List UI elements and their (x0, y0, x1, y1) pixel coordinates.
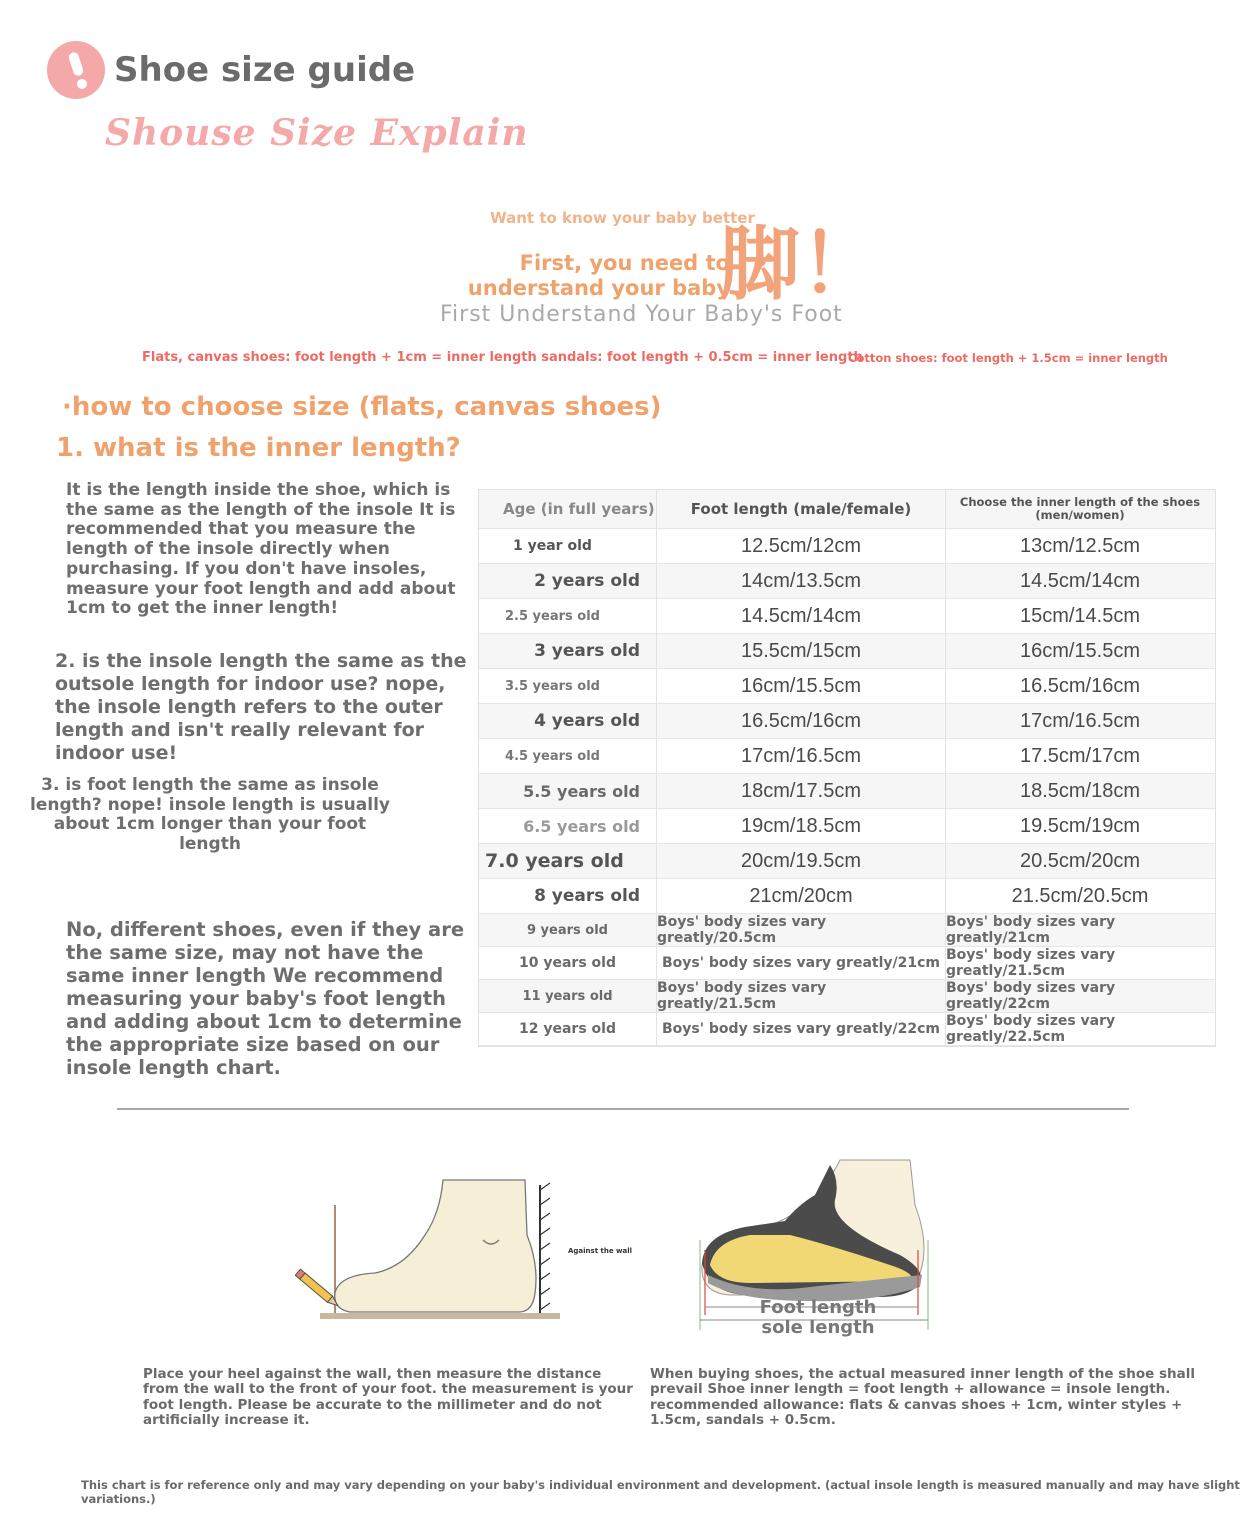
table-cell-foot: Boys' body sizes vary greatly/20.5cm (657, 914, 946, 946)
table-cell-age: 11 years old (479, 980, 657, 1012)
rule-cotton-text: Cotton shoes: foot length + 1.5cm = inner length (848, 351, 1168, 365)
alert-logo-icon (47, 41, 105, 99)
table-cell-foot: 15.5cm/15cm (657, 634, 946, 668)
table-cell-foot: 17cm/16.5cm (657, 739, 946, 773)
table-cell-inner: 13cm/12.5cm (1019, 534, 1141, 557)
paragraph-foot-vs-insole: 3. is foot length the same as insole length? nope! insole length is usually about 1cm longer than your foot length (30, 775, 390, 855)
table-header-row (479, 490, 1215, 529)
table-row (479, 980, 1215, 1013)
against-wall-label: Against the wall (568, 1247, 632, 1255)
table-cell-foot: Boys' body sizes vary greatly/21cm (657, 947, 946, 979)
table-cell-foot: 14cm/13.5cm (657, 564, 946, 598)
table-cell-inner: 19.5cm/19cm (1019, 814, 1141, 837)
table-cell-inner: 16.5cm/16cm (1019, 674, 1141, 697)
table-header-foot-length: Foot length (male/female) (657, 490, 946, 528)
table-cell-age: 4 years old (479, 704, 657, 738)
table-cell-inner: Boys' body sizes vary greatly/22cm (946, 980, 1116, 1012)
table-cell-inner: 18.5cm/18cm (1019, 779, 1141, 802)
page-subtitle: Shouse Size Explain (105, 112, 529, 154)
table-row (479, 1013, 1215, 1046)
table-row (479, 529, 1215, 564)
table-row (479, 634, 1215, 669)
rule-flats-text: Flats, canvas shoes: foot length + 1cm = inner length sandals: foot length + 0.5cm = inner length (142, 350, 863, 365)
section-heading-choose: ·how to choose size (flats, canvas shoes) (62, 392, 662, 422)
table-cell-age: 3.5 years old (479, 669, 657, 703)
table-cell-foot: Boys' body sizes vary greatly/22cm (657, 1013, 946, 1045)
table-cell-age: 9 years old (479, 914, 657, 946)
intro-english-text: First Understand Your Baby's Foot (440, 302, 843, 327)
caption-measure-foot: Place your heel against the wall, then measure the distance from the wall to the front of your foot. the measurement is your foot length. Please be accurate to the millimeter and do not artificially increase it. (143, 1366, 633, 1428)
table-row (479, 739, 1215, 774)
table-cell-foot: 20cm/19.5cm (657, 844, 946, 878)
table-cell-age: 5.5 years old (479, 774, 657, 808)
table-cell-age: 2.5 years old (479, 599, 657, 633)
table-cell-age: 4.5 years old (479, 739, 657, 773)
table-cell-age: 2 years old (479, 564, 657, 598)
table-cell-inner: 15cm/14.5cm (1019, 604, 1141, 627)
table-cell-age: 12 years old (479, 1013, 657, 1045)
table-row (479, 844, 1215, 879)
table-cell-foot: 12.5cm/12cm (657, 529, 946, 563)
section-divider (117, 1108, 1129, 1110)
table-cell-inner: Boys' body sizes vary greatly/21.5cm (946, 947, 1116, 979)
table-row (479, 947, 1215, 980)
table-row (479, 914, 1215, 947)
table-cell-age: 3 years old (479, 634, 657, 668)
table-row (479, 809, 1215, 844)
table-cell-age: 6.5 years old (479, 809, 657, 843)
page-title: Shoe size guide (114, 50, 416, 90)
paragraph-insole-vs-outsole: 2. is the insole length the same as the outsole length for indoor use? nope, the insole length refers to the outer length and isn't really relevant for indoor use! (55, 650, 467, 764)
table-row (479, 669, 1215, 704)
table-cell-foot: 21cm/20cm (657, 879, 946, 913)
table-cell-inner: 20.5cm/20cm (1019, 849, 1141, 872)
table-cell-foot: 14.5cm/14cm (657, 599, 946, 633)
table-cell-foot: Boys' body sizes vary greatly/21.5cm (657, 980, 946, 1012)
table-cell-foot: 16.5cm/16cm (657, 704, 946, 738)
table-cell-inner: Boys' body sizes vary greatly/22.5cm (946, 1013, 1116, 1045)
table-header-age: Age (in full years) (479, 490, 657, 528)
intro-want-text: Want to know your baby better (490, 209, 755, 227)
table-row (479, 879, 1215, 914)
table-cell-age: 1 year old (479, 529, 657, 563)
paragraph-inner-length: It is the length inside the shoe, which is the same as the length of the insole It is recommended that you measure the length of the insole directly when purchasing. If you don't have insoles, measure your foot length and add about 1cm to get the inner length! (66, 480, 456, 619)
table-row (479, 774, 1215, 809)
table-cell-foot: 16cm/15.5cm (657, 669, 946, 703)
size-table (478, 489, 1216, 1047)
table-cell-foot: 19cm/18.5cm (657, 809, 946, 843)
foot-measure-illustration (295, 1175, 600, 1335)
table-cell-inner: 14.5cm/14cm (1019, 569, 1141, 592)
footer-disclaimer: This chart is for reference only and may vary depending on your baby's individual environment and development. (actual insole length is measured manually and may have slight variations.) (81, 1478, 1240, 1506)
table-cell-foot: 18cm/17.5cm (657, 774, 946, 808)
table-header-inner-length: Choose the inner length of the shoes (men/women) (959, 495, 1201, 522)
table-cell-inner: 21.5cm/20.5cm (1011, 884, 1149, 907)
table-row (479, 704, 1215, 739)
table-row (479, 599, 1215, 634)
foot-sole-length-label: Foot length sole length (759, 1297, 877, 1338)
caption-buying-shoes: When buying shoes, the actual measured inner length of the shoe shall prevail Shoe inner length = foot length + allowance = insole length. recommended allowance: flats & canvas shoes + 1cm, winter styles + 1.5cm, sandals + 0.5cm. (650, 1366, 1196, 1428)
table-cell-inner: 16cm/15.5cm (1019, 639, 1141, 662)
paragraph-recommendation: No, different shoes, even if they are the same size, may not have the same inner length We recommend measuring your baby's foot length and adding about 1cm to determine the appropriate size based on our insole length chart. (66, 918, 465, 1079)
table-cell-inner: 17cm/16.5cm (1019, 709, 1141, 732)
table-cell-inner: Boys' body sizes vary greatly/21cm (946, 914, 1116, 946)
table-cell-age: 7.0 years old (479, 844, 657, 878)
table-cell-inner: 17.5cm/17cm (1019, 744, 1141, 767)
section-heading-inner-length: 1. what is the inner length? (56, 433, 461, 463)
intro-foot-character: 脚！ (720, 217, 880, 311)
table-cell-age: 10 years old (479, 947, 657, 979)
intro-first-text: First, you need to understand your baby (467, 251, 730, 300)
table-row (479, 564, 1215, 599)
table-cell-age: 8 years old (479, 879, 657, 913)
